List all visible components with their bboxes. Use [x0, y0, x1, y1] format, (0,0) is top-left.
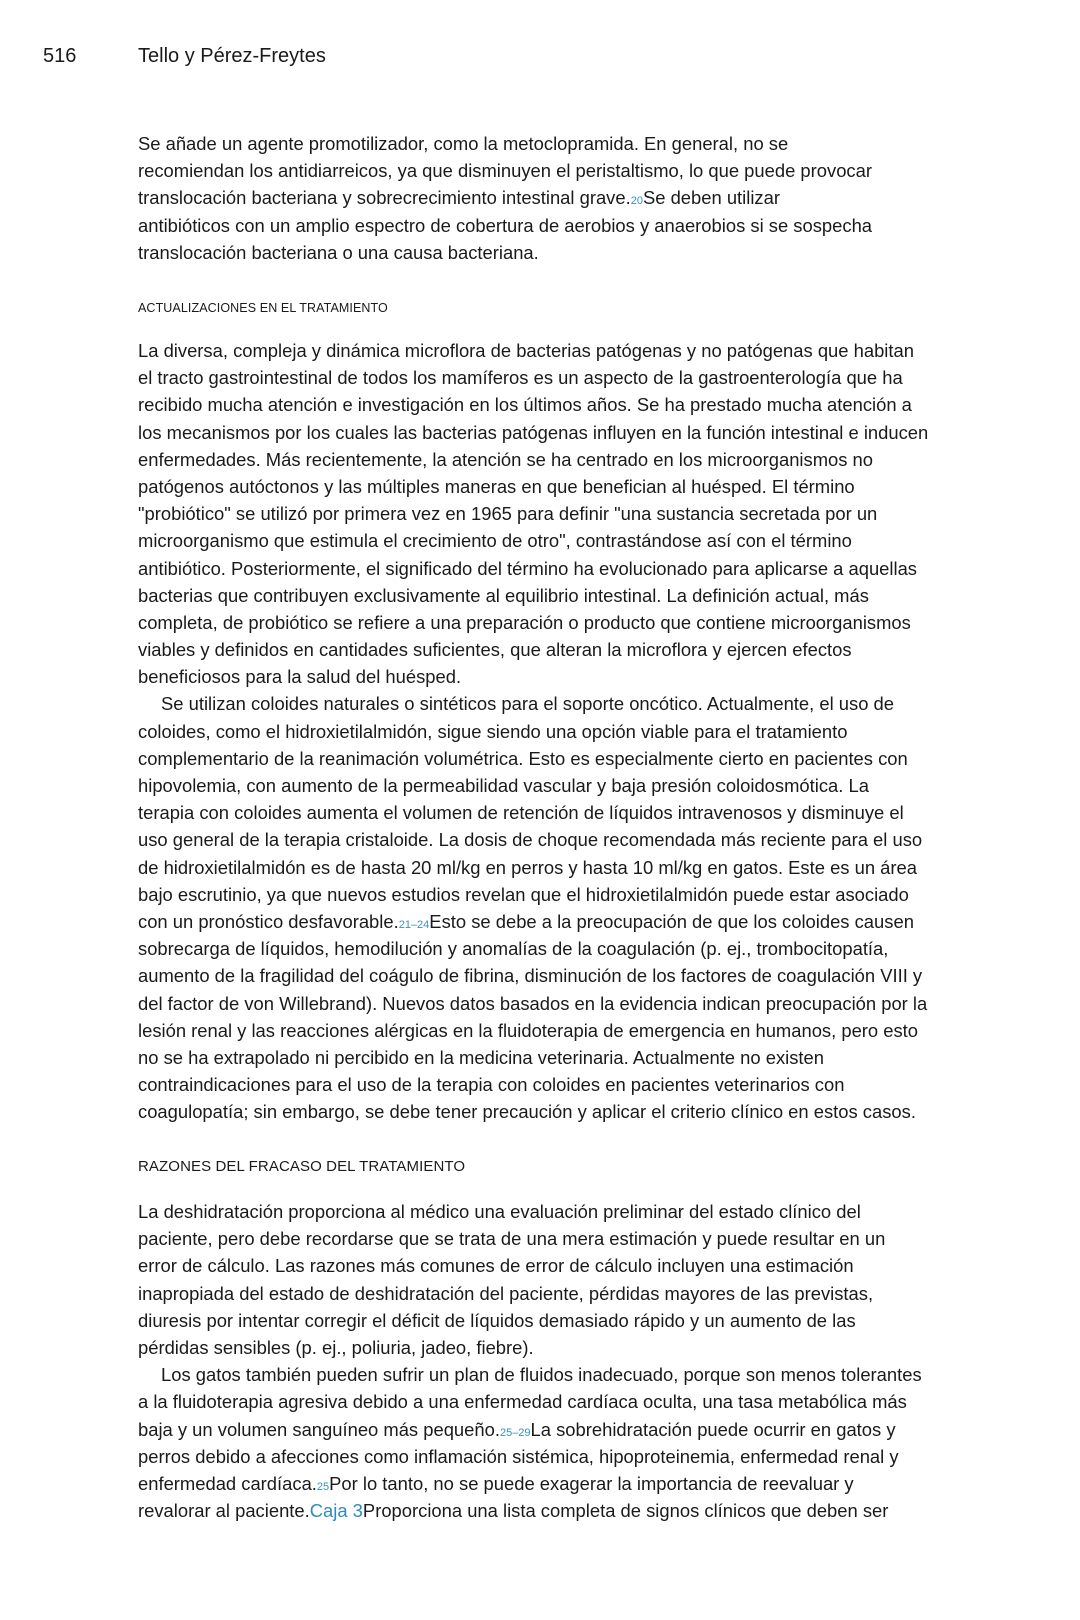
- running-title: Tello y Pérez-Freytes: [138, 45, 326, 67]
- text-line: [138, 1470, 1018, 1497]
- text-segment: no se ha extrapolado ni percibido en la medicina veterinaria. Actualmente no existen: [138, 1046, 824, 1068]
- text-segment: aumento de la fragilidad del coágulo de fibrina, disminución de los factores de coagulación VIII y: [138, 965, 923, 987]
- text-segment: error de cálculo. Las razones más comunes de error de cálculo incluyen una estimación: [138, 1255, 854, 1277]
- section-heading-razones: [138, 1157, 1018, 1177]
- text-segment: diuresis por intentar corregir el déficit de líquidos demasiado rápido y un aumento de las: [138, 1309, 856, 1331]
- text-segment: enfermedades. Más recientemente, la atención se ha centrado en los microorganismos no: [138, 448, 874, 470]
- citation-link[interactable]: 25: [316, 1480, 330, 1493]
- section-heading-actualizaciones: [138, 298, 1018, 318]
- text-line: [138, 212, 1018, 239]
- text-segment: viables y definidos en cantidades suficientes, que alteran la microflora y ejercen efectos: [138, 639, 852, 661]
- text-segment: baja y un volumen sanguíneo más pequeño.: [138, 1418, 500, 1440]
- text-line: [138, 962, 1018, 989]
- text-segment: Esto se debe a la preocupación de que los coloides causen: [429, 910, 914, 932]
- text-line: [138, 1198, 1018, 1225]
- text-line: [138, 1280, 1018, 1307]
- paragraph-actualizaciones: [138, 337, 1018, 1125]
- text-segment: terapia con coloides aumenta el volumen de retención de líquidos intravenosos y disminuye el: [138, 802, 904, 824]
- text-line: [138, 184, 1018, 211]
- text-line: [138, 364, 1018, 391]
- text-segment: microorganismo que estimula el crecimiento de otro", contrastándose así con el término: [138, 530, 852, 552]
- text-segment: de hidroxietilalmidón es de hasta 20 ml/kg en perros y hasta 10 ml/kg en gatos. Este es un área: [138, 856, 917, 878]
- text-line: [138, 881, 1018, 908]
- text-segment: el tracto gastrointestinal de todos los mamíferos es un aspecto de la gastroenterología que ha: [138, 367, 903, 389]
- paragraph-razones: [138, 1198, 1018, 1524]
- citation-link[interactable]: 21–24: [398, 918, 430, 931]
- text-segment: Los gatos también pueden sufrir un plan de fluidos inadecuado, porque son menos tolerantes: [161, 1364, 922, 1386]
- text-segment: perros debido a afecciones como inflamación sistémica, hipoproteinemia, enfermedad renal y: [138, 1445, 899, 1467]
- text-line: [138, 582, 1018, 609]
- text-segment: del factor de von Willebrand). Nuevos datos basados en la evidencia indican preocupación por la: [138, 992, 928, 1014]
- text-segment: a la fluidoterapia agresiva debido a una enfermedad cardíaca oculta, una tasa metabólica más: [138, 1391, 907, 1413]
- text-line: [138, 1334, 1018, 1361]
- text-segment: beneficiosos para la salud del huésped.: [138, 666, 462, 688]
- text-line: [138, 1388, 1018, 1415]
- text-segment: bacterias que contribuyen exclusivamente al equilibrio intestinal. La definición actual, más: [138, 584, 869, 606]
- text-line: [138, 772, 1018, 799]
- text-line: [138, 799, 1018, 826]
- text-line: [138, 337, 1018, 364]
- text-segment: patógenos autóctonos y las múltiples maneras en que benefician al huésped. El término: [138, 475, 855, 497]
- section-heading-text: ACTUALIZACIONES EN EL TRATAMIENTO: [138, 301, 388, 315]
- box-reference-link[interactable]: Caja 3: [309, 1500, 363, 1522]
- text-line: [138, 1098, 1018, 1125]
- text-line: [138, 826, 1018, 853]
- text-segment: completa, de probiótico se refiere a una preparación o producto que contiene microorganismos: [138, 611, 911, 633]
- text-line: [138, 609, 1018, 636]
- text-line: [138, 990, 1018, 1017]
- text-line: [138, 157, 1018, 184]
- text-line: [138, 239, 1018, 266]
- text-line: [138, 1361, 1018, 1388]
- text-line: [138, 636, 1018, 663]
- text-segment: bajo escrutinio, ya que nuevos estudios revelan que el hidroxietilalmidón puede estar asociado: [138, 883, 909, 905]
- text-line: [138, 1443, 1018, 1470]
- text-segment: coagulopatía; sin embargo, se debe tener precaución y aplicar el criterio clínico en estos casos.: [138, 1101, 916, 1123]
- text-segment: La sobrehidratación puede ocurrir en gatos y: [530, 1418, 896, 1440]
- text-line: [138, 935, 1018, 962]
- text-segment: antibiótico. Posteriormente, el significado del término ha evolucionado para aplicarse a aquellas: [138, 557, 917, 579]
- text-line: [138, 130, 1018, 157]
- text-segment: "probiótico" se utilizó por primera vez en 1965 para definir "una sustancia secretada por un: [138, 503, 878, 525]
- text-line: [138, 745, 1018, 772]
- text-segment: Por lo tanto, no se puede exagerar la importancia de reevaluar y: [329, 1472, 854, 1494]
- text-line: [138, 1307, 1018, 1334]
- text-segment: hipovolemia, con aumento de la permeabilidad vascular y baja presión coloidosmótica. La: [138, 775, 869, 796]
- text-segment: inapropiada del estado de deshidratación del paciente, pérdidas mayores de las previstas,: [138, 1282, 874, 1304]
- text-segment: La diversa, compleja y dinámica microflora de bacterias patógenas y no patógenas que habitan: [138, 340, 914, 361]
- text-segment: translocación bacteriana o una causa bacteriana.: [138, 241, 539, 263]
- text-segment: complementario de la reanimación volumétrica. Esto es especialmente cierto en pacientes con: [138, 747, 908, 769]
- text-line: [138, 473, 1018, 500]
- text-segment: recomiendan los antidiarreicos, ya que disminuyen el peristaltismo, lo que puede provocar: [138, 160, 872, 182]
- text-line: [138, 718, 1018, 745]
- text-segment: Se deben utilizar: [642, 187, 780, 209]
- text-segment: enfermedad cardíaca.: [138, 1472, 317, 1494]
- text-line: [138, 1225, 1018, 1252]
- text-segment: La deshidratación proporciona al médico una evaluación preliminar del estado clínico del: [138, 1201, 861, 1222]
- text-segment: recibido mucha atención e investigación en los últimos años. Se ha prestado mucha atención a: [138, 394, 912, 416]
- text-segment: uso general de la terapia cristaloide. La dosis de choque recomendada más reciente para el uso: [138, 829, 923, 851]
- text-segment: Se añade un agente promotilizador, como la metoclopramida. En general, no se: [138, 133, 789, 154]
- citation-link[interactable]: 25–29: [499, 1426, 531, 1439]
- text-line: [138, 1252, 1018, 1279]
- text-segment: coloides, como el hidroxietilalmidón, sigue siendo una opción viable para el tratamiento: [138, 720, 848, 742]
- text-segment: con un pronóstico desfavorable.: [138, 910, 399, 932]
- text-line: [138, 1497, 1018, 1524]
- text-line: [138, 1044, 1018, 1071]
- text-segment: pérdidas sensibles (p. ej., poliuria, jadeo, fiebre).: [138, 1336, 534, 1358]
- text-segment: contraindicaciones para el uso de la terapia con coloides en pacientes veterinarios con: [138, 1074, 845, 1096]
- text-line: [138, 555, 1018, 582]
- text-segment: lesión renal y las reacciones alérgicas en la fluidoterapia de emergencia en humanos, pero esto: [138, 1019, 919, 1041]
- page-number: 516: [43, 45, 77, 67]
- text-line: [138, 419, 1018, 446]
- text-segment: sobrecarga de líquidos, hemodilución y anomalías de la coagulación (p. ej., trombocitopatía,: [138, 938, 889, 960]
- text-line: [138, 690, 1018, 717]
- text-line: [138, 1017, 1018, 1044]
- citation-link[interactable]: 20: [630, 195, 643, 208]
- text-line: [138, 854, 1018, 881]
- text-segment: antibióticos con un amplio espectro de cobertura de aerobios y anaerobios si se sospecha: [138, 214, 873, 236]
- text-segment: Se utilizan coloides naturales o sintéticos para el soporte oncótico. Actualmente, el uso de: [161, 693, 894, 715]
- text-segment: revalorar al paciente.: [138, 1500, 310, 1522]
- text-line: [138, 500, 1018, 527]
- text-line: [138, 663, 1018, 690]
- text-segment: translocación bacteriana y sobrecrecimiento intestinal grave.: [138, 187, 631, 209]
- text-segment: Proporciona una lista completa de signos clínicos que deben ser: [362, 1500, 889, 1522]
- text-segment: los mecanismos por los cuales las bacterias patógenas influyen en la función intestinal e inducen: [138, 421, 929, 443]
- text-segment: paciente, pero debe recordarse que se trata de una mera estimación y puede resultar en un: [138, 1228, 886, 1250]
- text-line: [138, 391, 1018, 418]
- text-line: [138, 908, 1018, 935]
- text-line: [138, 527, 1018, 554]
- text-line: [138, 1416, 1018, 1443]
- text-line: [138, 446, 1018, 473]
- text-line: [138, 1071, 1018, 1098]
- paragraph-intro: [138, 130, 1018, 266]
- section-heading-text: RAZONES DEL FRACASO DEL TRATAMIENTO: [138, 1158, 466, 1175]
